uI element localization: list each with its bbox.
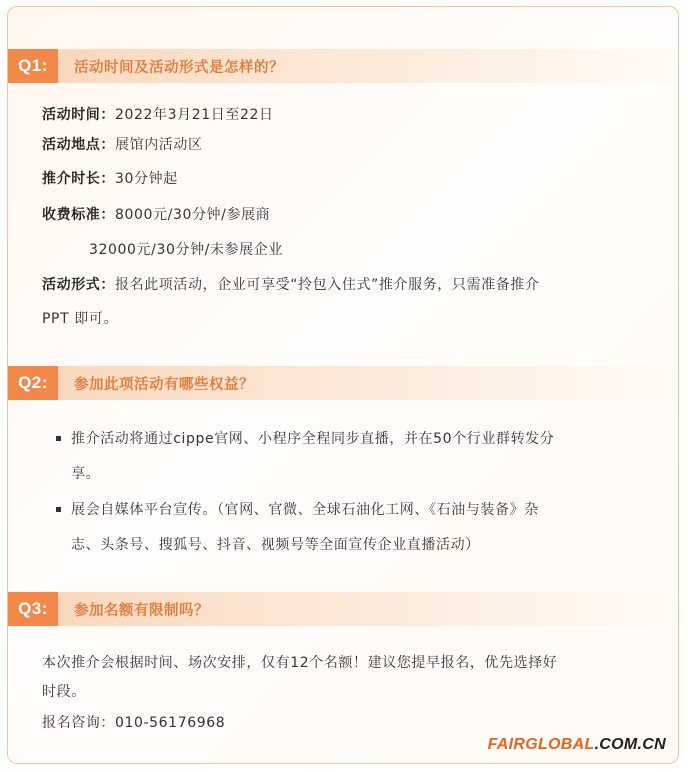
q3-para-line2: 时段。 <box>42 684 86 700</box>
time-value: 2022年3月21日至22日 <box>115 107 274 123</box>
form-value-line1: 报名此项活动，企业可享受“拎包入住式”推介服务，只需准备推介 <box>115 277 540 293</box>
place-label: 活动地点： <box>42 137 115 153</box>
q3-title: 参加名额有限制吗？ <box>74 602 209 619</box>
fairglobal-logo <box>488 736 666 754</box>
duration-label: 推介时长： <box>42 171 115 187</box>
bullet-icon <box>56 436 61 441</box>
q2-number-badge: Q2: <box>8 366 58 400</box>
time-label: 活动时间： <box>42 107 115 123</box>
q1-duration-row <box>42 168 178 188</box>
form-value-line2: PPT 即可。 <box>42 311 119 327</box>
q2-item-1-line1: 推介活动将通过cippe官网、小程序全程同步直播，并在50个行业群转发分 <box>71 431 555 447</box>
q1-form-row <box>42 274 540 294</box>
duration-value: 30分钟起 <box>115 171 178 187</box>
q3-contact: 报名咨询：010-56176968 <box>42 715 226 731</box>
q1-header <box>8 49 673 83</box>
fee-value-2: 32000元/30分钟/未参展企业 <box>89 242 283 258</box>
place-value: 展馆内活动区 <box>115 137 203 153</box>
q1-time-row <box>42 104 274 124</box>
fee-label: 收费标准： <box>42 207 115 223</box>
logo-part-1: FAIRGLOBAL <box>487 736 595 753</box>
q3-header <box>8 592 673 626</box>
form-label: 活动形式： <box>42 277 115 293</box>
q1-number-badge: Q1: <box>8 49 58 83</box>
q2-item-2-line2: 志、头条号、搜狐号、抖音、视频号等全面宣传企业直播活动） <box>71 537 480 553</box>
fee-value-1: 8000元/30分钟/参展商 <box>115 207 271 223</box>
q1-title: 活动时间及活动形式是怎样的？ <box>74 59 284 76</box>
faq-card <box>7 6 679 764</box>
q2-title: 参加此项活动有哪些权益？ <box>74 376 254 393</box>
q1-place-row <box>42 134 203 154</box>
bullet-icon <box>56 507 61 512</box>
q3-number-badge: Q3: <box>8 592 58 626</box>
q2-header <box>8 366 673 400</box>
q2-item-2-line1: 展会自媒体平台宣传。（官网、官微、全球石油化工网、《石油与装备》杂 <box>71 502 539 518</box>
q3-para-line1: 本次推介会根据时间、场次安排，仅有12个名额！建议您提早报名，优先选择好 <box>42 655 558 671</box>
q1-fee-row <box>42 204 270 224</box>
logo-part-2: .COM.CN <box>594 736 666 753</box>
q2-item-1-line2: 享。 <box>71 466 101 482</box>
